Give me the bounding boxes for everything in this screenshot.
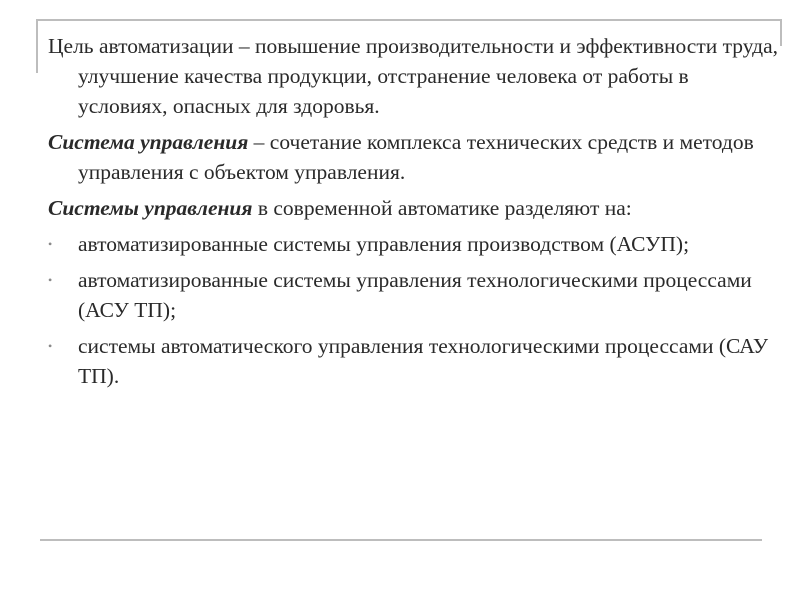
bullet-icon: • xyxy=(48,237,53,251)
list-item-text: автоматизированные системы управления технологическими процессами (АСУ ТП); xyxy=(78,268,752,322)
paragraph-text: – сочетание комплекса технических средств и методов управления с объектом управления. xyxy=(78,130,754,184)
list-item-asu-tp xyxy=(48,265,782,325)
paragraph-text: в современной автоматике разделяют на: xyxy=(252,196,632,220)
list-item-asup xyxy=(48,229,782,259)
paragraph-control-system-definition xyxy=(48,127,782,187)
list-item-text: автоматизированные системы управления производством (АСУП); xyxy=(78,232,690,256)
paragraph-text: Цель автоматизации – повышение производительности и эффективности труда, улучшение качества продукции, отстранение человека от работы в условиях, опасных для здоровья. xyxy=(48,34,779,118)
paragraph-automation-goal xyxy=(48,31,782,121)
slide-body xyxy=(48,31,782,397)
paragraph-control-systems-classification xyxy=(48,193,782,223)
frame-top-rule xyxy=(36,19,782,21)
frame-left-rule xyxy=(36,19,38,73)
list-item-sau-tp xyxy=(48,331,782,391)
bullet-icon: • xyxy=(48,273,53,287)
term-control-systems: Системы управления xyxy=(48,196,253,220)
frame-bottom-rule xyxy=(40,539,762,541)
term-control-system: Система управления xyxy=(48,130,249,154)
list-item-text: системы автоматического управления технологическими процессами (САУ ТП). xyxy=(78,334,769,388)
bullet-icon: • xyxy=(48,339,53,353)
